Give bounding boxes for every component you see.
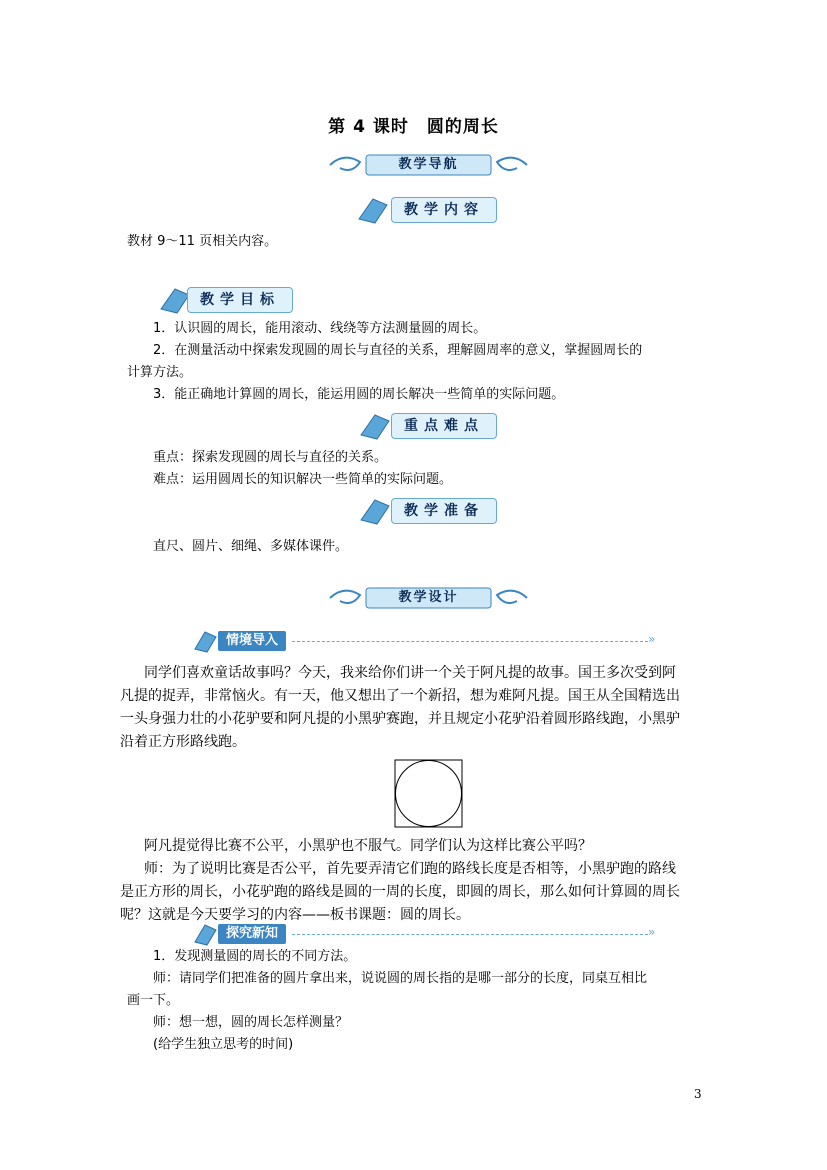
banner-label: 教学导航 (398, 157, 459, 172)
after-line: 师：为了说明比赛是否公平，首先要弄清它们跑的路线长度是否相等，小黑驴跑的路线 (144, 861, 676, 877)
section-teaching-content (355, 193, 500, 227)
book-icon (357, 411, 393, 441)
double-chevron-icon: » (648, 632, 656, 646)
section-label: 情境导入 (218, 631, 286, 651)
content-text: 教材 9～11 页相关内容。 (127, 234, 278, 249)
goal-line: 计算方法。 (127, 365, 193, 380)
banner-teaching-guide (326, 150, 531, 180)
section-teaching-goals (157, 283, 297, 317)
goal-line: 3．能正确地计算圆的周长，能运用圆的周长解决一些简单的实际问题。 (153, 387, 565, 402)
after-line: 阿凡提觉得比赛不公平，小黑驴也不服气。同学们认为这样比赛公平吗？ (144, 838, 592, 854)
page-number: 3 (694, 1087, 702, 1101)
intro-line: 沿着正方形路线跑。 (120, 734, 246, 750)
section-label: 教学目标 (187, 287, 293, 313)
section-label: 教学准备 (391, 498, 497, 524)
after-line: 是正方形的周长，小花驴跑的路线是圆的一周的长度，即圆的周长，那么如何计算圆的周长 (120, 884, 680, 900)
explore-line: (给学生独立思考的时间) (153, 1037, 294, 1052)
section-key-difficult (357, 409, 497, 443)
explore-line: 师：请同学们把准备的圆片拿出来，说说圆的周长指的是哪一部分的长度，同桌互相比 (153, 971, 648, 986)
explore-line: 画一下。 (127, 993, 180, 1008)
book-icon (357, 496, 393, 526)
circle-in-square-figure (394, 759, 464, 829)
section-situation-intro (192, 629, 667, 655)
double-chevron-icon: » (648, 925, 656, 939)
banner-teaching-design (326, 583, 531, 613)
book-icon (192, 629, 218, 653)
section-divider (292, 934, 648, 935)
explore-line: 1．发现测量圆的周长的不同方法。 (153, 949, 357, 964)
explore-line: 师：想一想，圆的周长怎样测量？ (153, 1015, 349, 1030)
book-icon (355, 195, 391, 225)
section-label: 探究新知 (218, 924, 286, 944)
banner-label: 教学设计 (398, 590, 459, 605)
section-divider (292, 641, 648, 642)
book-icon (192, 922, 218, 946)
section-teaching-prep (357, 494, 497, 528)
intro-paragraph (120, 662, 710, 754)
intro-line: 凡提的捉弄，非常恼火。有一天，他又想出了一个新招，想为难阿凡提。国王从全国精选出 (120, 688, 680, 704)
page-title: 第 4 课时 圆的周长 (328, 117, 499, 137)
section-label: 教学内容 (391, 197, 497, 223)
section-explore-new (192, 922, 667, 948)
section-label: 重点难点 (391, 413, 497, 439)
difficult-point: 难点：运用圆周长的知识解决一些简单的实际问题。 (153, 472, 453, 487)
goal-line: 1．认识圆的周长，能用滚动、线绕等方法测量圆的周长。 (153, 321, 487, 336)
after-figure-paragraph (120, 835, 710, 927)
intro-line: 同学们喜欢童话故事吗？今天，我来给你们讲一个关于阿凡提的故事。国王多次受到阿 (144, 665, 676, 681)
key-point: 重点：探索发现圆的周长与直径的关系。 (153, 450, 388, 465)
intro-line: 一头身强力壮的小花驴要和阿凡提的小黑驴赛跑，并且规定小花驴沿着圆形路线跑，小黑驴 (120, 711, 680, 727)
prep-text: 直尺、圆片、细绳、多媒体课件。 (153, 539, 349, 554)
goal-line: 2．在测量活动中探索发现圆的周长与直径的关系，理解圆周率的意义，掌握圆周长的 (153, 343, 643, 358)
after-line: 呢？这就是今天要学习的内容——板书课题：圆的周长。 (120, 907, 470, 923)
